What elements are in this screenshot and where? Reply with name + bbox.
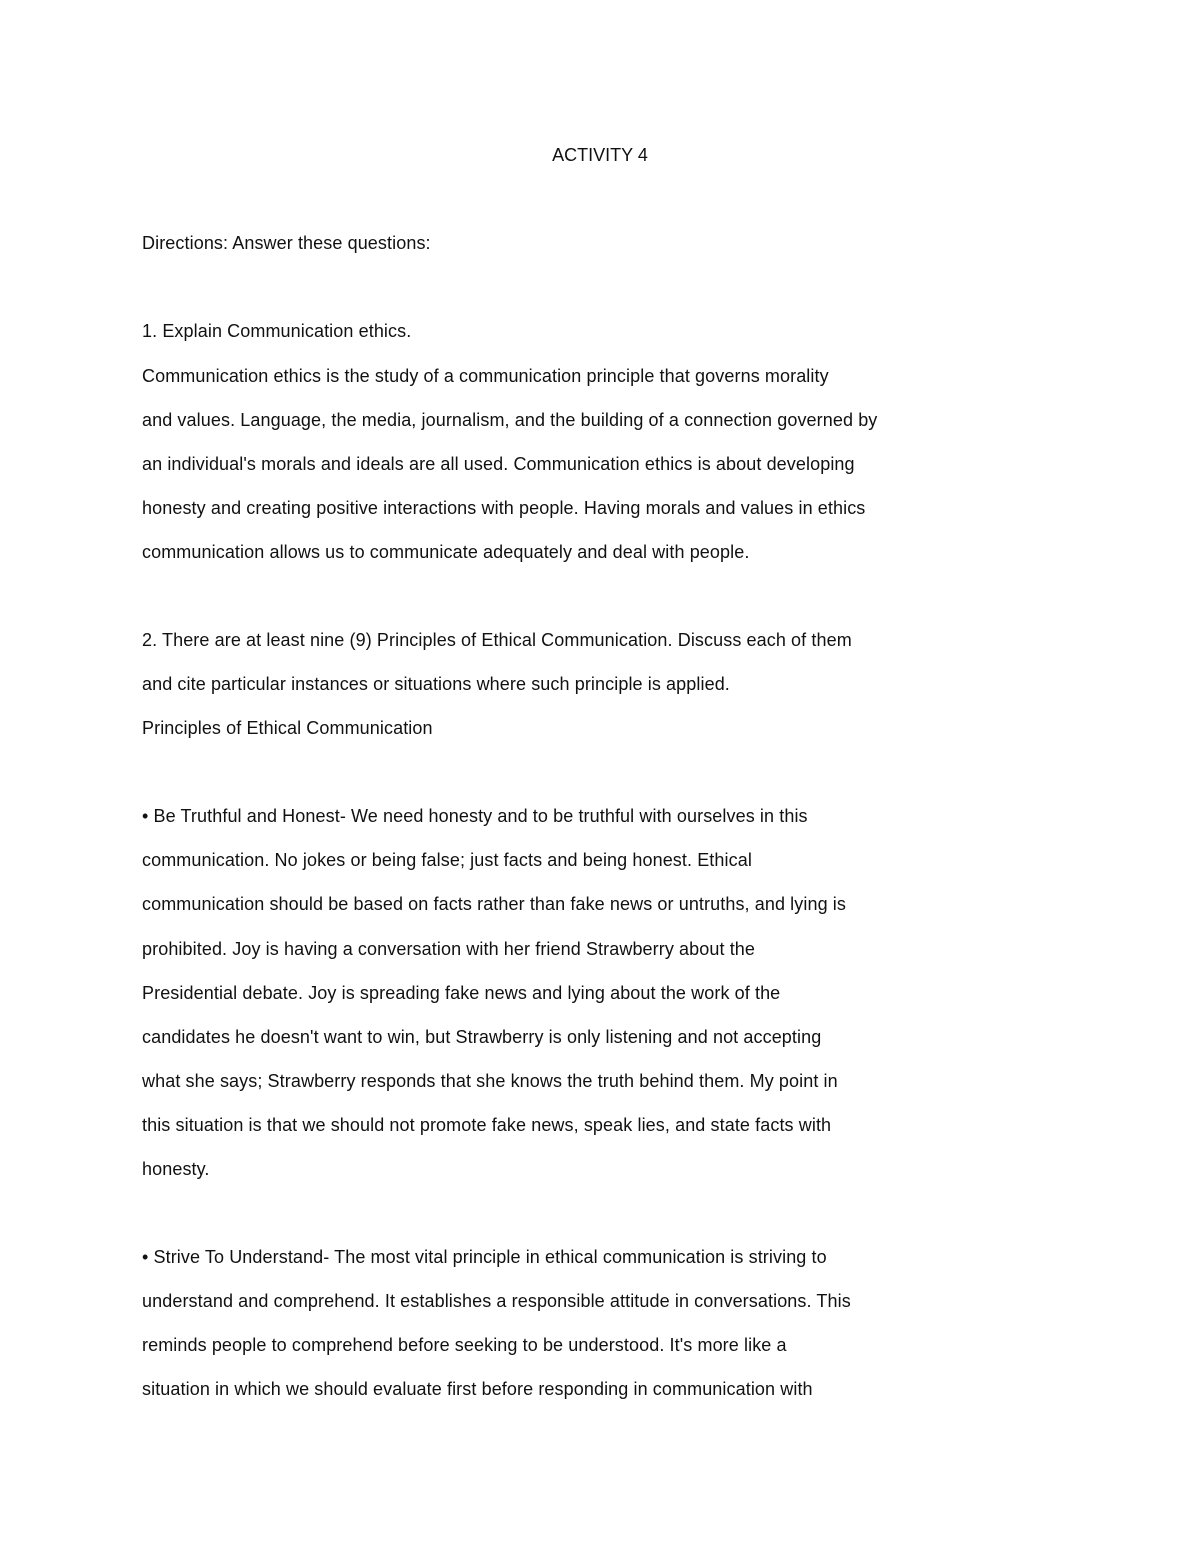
principle-2-line: understand and comprehend. It establishes a responsible attitude in conversations. This: [142, 1291, 851, 1311]
principle-1-line: communication should be based on facts rather than fake news or untruths, and lying is: [142, 894, 846, 914]
principle-1-line: prohibited. Joy is having a conversation with her friend Strawberry about the: [142, 939, 756, 959]
principle-1-line: Presidential debate. Joy is spreading fake news and lying about the work of the: [142, 983, 781, 1003]
question-2-line: 2. There are at least nine (9) Principles of Ethical Communication. Discuss each of them: [142, 630, 852, 650]
answer-1-line: an individual's morals and ideals are all used. Communication ethics is about developing: [142, 454, 855, 474]
answer-1-line: and values. Language, the media, journalism, and the building of a connection governed by: [142, 410, 878, 430]
answer-1-line: communication allows us to communicate adequately and deal with people.: [142, 542, 750, 562]
answer-1-line: honesty and creating positive interactions with people. Having morals and values in ethics: [142, 498, 866, 518]
principle-1-line: this situation is that we should not promote fake news, speak lies, and state facts with: [142, 1115, 832, 1135]
answer-1-line: Communication ethics is the study of a communication principle that governs morality: [142, 366, 829, 386]
principles-heading: Principles of Ethical Communication: [142, 718, 433, 738]
principle-1-line: communication. No jokes or being false; just facts and being honest. Ethical: [142, 850, 752, 870]
principle-1-line: candidates he doesn't want to win, but Strawberry is only listening and not accepting: [142, 1027, 822, 1047]
principle-1-line: what she says; Strawberry responds that she knows the truth behind them. My point in: [142, 1071, 838, 1091]
principle-1-line: • Be Truthful and Honest- We need honesty and to be truthful with ourselves in this: [142, 806, 808, 826]
principle-2-line: • Strive To Understand- The most vital principle in ethical communication is striving to: [142, 1247, 827, 1267]
directions-text: Directions: Answer these questions:: [142, 233, 431, 253]
question-2-line: and cite particular instances or situations where such principle is applied.: [142, 674, 730, 694]
principle-2-line: reminds people to comprehend before seeking to be understood. It's more like a: [142, 1335, 787, 1355]
document-title: ACTIVITY 4: [552, 145, 648, 165]
principle-1-line: honesty.: [142, 1159, 210, 1179]
question-1: 1. Explain Communication ethics.: [142, 321, 412, 341]
principle-2-line: situation in which we should evaluate first before responding in communication with: [142, 1379, 813, 1399]
